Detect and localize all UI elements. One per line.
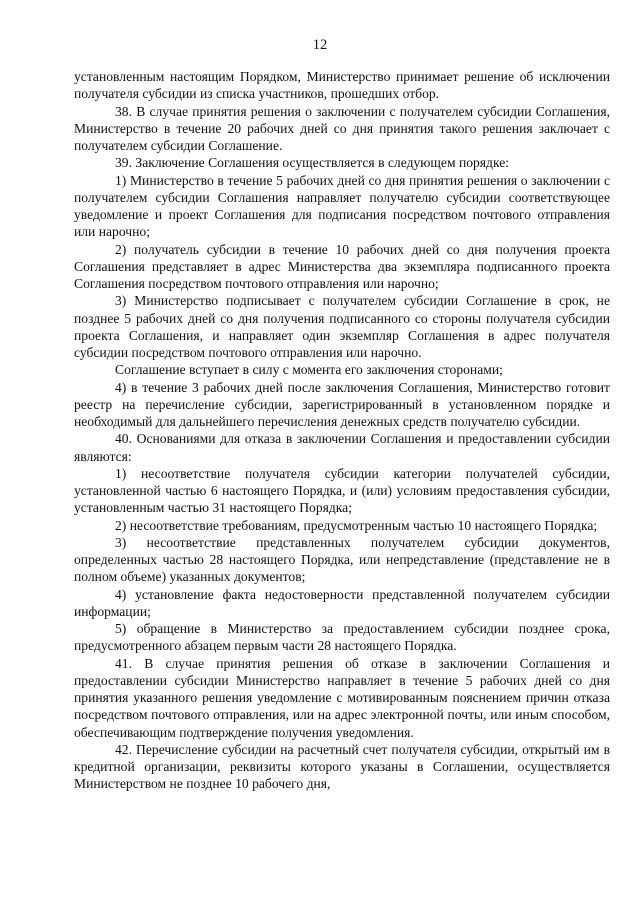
paragraph-42: 42. Перечисление субсидии на расчетный счет получателя субсидии, открытый им в кредитной организации, реквизиты которого указаны в Соглашении, осуществляется Министерством не позднее 10 рабочего дня,: [74, 741, 610, 792]
paragraph-40-item-3: 3) несоответствие представленных получателем субсидии документов, определенных частью 28 настоящего Порядка, или непредставление (представление не в полном объеме) указанных документов;: [74, 534, 610, 585]
document-body: [74, 68, 610, 793]
paragraph-39-item-3: 3) Министерство подписывает с получателем субсидии Соглашение в срок, не позднее 5 рабочих дней со дня получения подписанного со стороны получателя субсидии проекта Соглашения, и направляет один экземпляр Соглашения в адрес получателя субсидии посредством почтового отправления или нарочно.: [74, 293, 610, 360]
page-number: 12: [312, 37, 328, 53]
paragraph-39-item-4: 4) в течение 3 рабочих дней после заключения Соглашения, Министерство готовит реестр на перечисление субсидии, зарегистрированный в установленном порядке и необходимый для дальнейшего перечисления денежных средств получателю субсидии.: [74, 379, 610, 429]
paragraph-39-item-1: 1) Министерство в течение 5 рабочих дней со дня принятия решения о заключении с получателем субсидии Соглашения направляет получателю субсидии соответствующее уведомление и проект Соглашения для подписания посредством почтового отправления или нарочно;: [74, 172, 610, 240]
paragraph-40-item-1: 1) несоответствие получателя субсидии категории получателей субсидии, установленной частью 6 настоящего Порядка, и (или) условиям предоставления субсидии, установленным частью 31 настоящего Порядка;: [74, 465, 610, 516]
paragraph-continuation: установленным настоящим Порядком, Министерство принимает решение об исключении получателя субсидии из списка участников, прошедших отбор.: [74, 69, 610, 102]
paragraph-39: 39. Заключение Соглашения осуществляется в следующем порядке:: [115, 155, 510, 171]
paragraph-41: 41. В случае принятия решения об отказе в заключении Соглашения и предоставлении субсидии Министерство направляет в течение 5 рабочих дней со дня принятия указанного решения уведомление с мотивированным пояснением причин отказа посредством почтового отправления, или на адрес электронной почты, или иным способом, обеспечивающим подтверждение получения уведомления.: [74, 655, 610, 740]
paragraph-40-item-2: 2) несоответствие требованиям, предусмотренным частью 10 настоящего Порядка;: [115, 517, 598, 533]
paragraph-40: 40. Основаниями для отказа в заключении Соглашения и предоставлении субсидии являются:: [74, 431, 610, 464]
paragraph-38: 38. В случае принятия решения о заключении с получателем субсидии Соглашения, Министерство в течение 20 рабочих дней со дня принятия такого решения заключает с получателем субсидии Соглашение.: [74, 103, 610, 153]
paragraph-39-item-2: 2) получатель субсидии в течение 10 рабочих дней со дня получения проекта Соглашения представляет в адрес Министерства два экземпляра подписанного проекта Соглашения посредством почтового отправления или нарочно;: [74, 241, 610, 291]
paragraph-agreement-effect: Соглашение вступает в силу с момента его заключения сторонами;: [115, 362, 503, 378]
paragraph-40-item-4: 4) установление факта недостоверности представленной получателем субсидии информации;: [74, 586, 610, 619]
paragraph-40-item-5: 5) обращение в Министерство за предоставлением субсидии позднее срока, предусмотренного абзацем первым части 28 настоящего Порядка.: [74, 621, 610, 654]
